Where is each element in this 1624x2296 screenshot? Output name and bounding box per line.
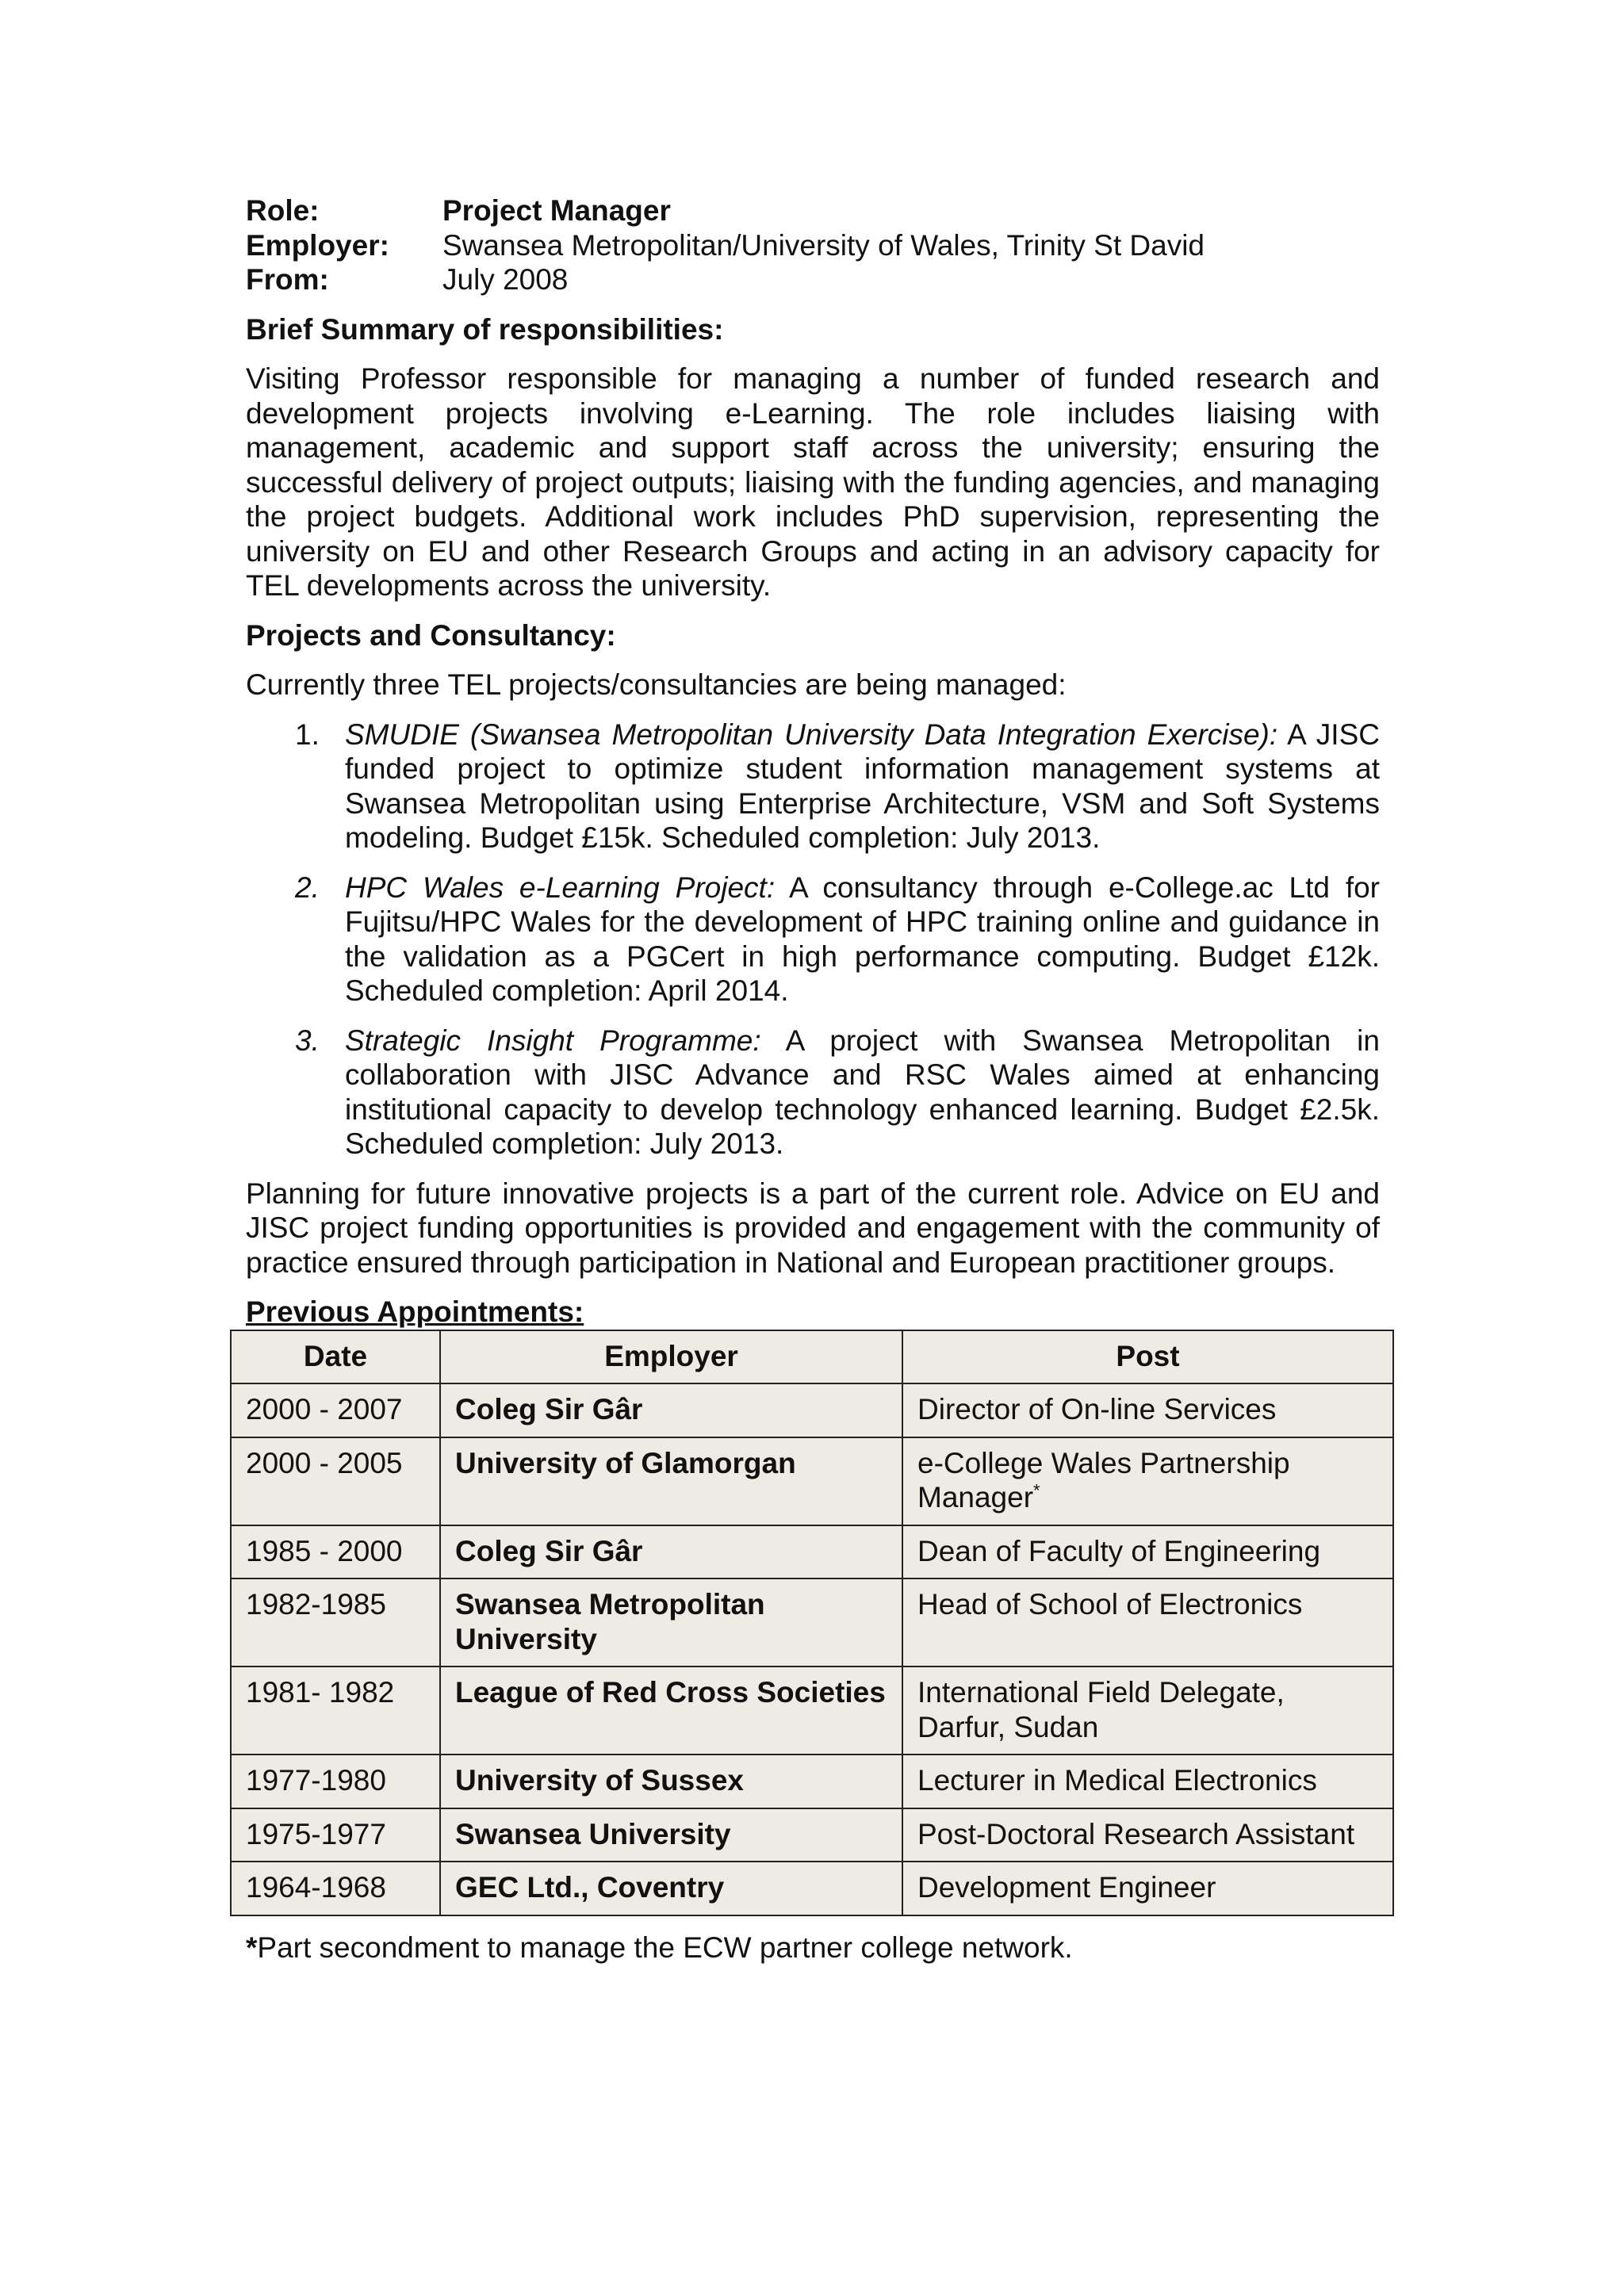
table-row <box>231 1383 1393 1437</box>
cell-post: Post-Doctoral Research Assistant <box>902 1808 1393 1862</box>
projects-intro: Currently three TEL projects/consultancies are being managed: <box>246 668 1067 701</box>
cell-employer: Coleg Sir Gâr <box>440 1383 902 1437</box>
cell-date: 1964-1968 <box>231 1862 440 1915</box>
project-number: 2. <box>295 871 320 904</box>
cell-date: 1975-1977 <box>231 1808 440 1862</box>
cell-date: 1982-1985 <box>231 1578 440 1667</box>
project-body <box>345 1024 1380 1161</box>
cell-date: 2000 - 2005 <box>231 1437 440 1525</box>
projects-closing: Planning for future innovative projects is a part of the current role. Advice on EU and JISC project funding opportunities is provided and engagement with the community of practice ensured through participation in National and European practitioner groups. <box>246 1177 1380 1279</box>
project-title: Strategic Insight Programme: <box>345 1024 761 1057</box>
project-body <box>345 718 1380 855</box>
table-header-row <box>231 1330 1393 1384</box>
project-title: SMUDIE (Swansea Metropolitan University Data Integration Exercise): <box>345 718 1278 751</box>
footnote-star: * <box>246 1931 258 1964</box>
table-row <box>231 1755 1393 1808</box>
footnote-text: Part secondment to manage the ECW partner college network. <box>257 1931 1073 1964</box>
role-value: Project Manager <box>442 194 671 227</box>
cv-page <box>246 193 1380 1965</box>
cell-employer: University of Sussex <box>440 1755 902 1808</box>
cell-date: 1981- 1982 <box>231 1667 440 1755</box>
table-row <box>231 1578 1393 1667</box>
table-row <box>231 1437 1393 1525</box>
post-text: e-College Wales Partnership Manager <box>917 1446 1290 1513</box>
table-row <box>231 1808 1393 1862</box>
cell-employer: University of Glamorgan <box>440 1437 902 1525</box>
cell-employer: Swansea University <box>440 1808 902 1862</box>
role-row <box>246 193 1380 228</box>
cell-employer: League of Red Cross Societies <box>440 1667 902 1755</box>
column-header-post: Post <box>902 1330 1393 1384</box>
cell-employer: Coleg Sir Gâr <box>440 1525 902 1579</box>
table-row <box>231 1525 1393 1579</box>
project-list <box>246 718 1380 1161</box>
project-body <box>345 871 1380 1008</box>
project-description: A project with Swansea Metropolitan in collaboration with JISC Advance and RSC Wales aimed at enhancing institutional capacity to develop technology enhanced learning. Budget £2.5k. Scheduled completion: July 2013. <box>345 1024 1380 1160</box>
employer-row <box>246 228 1380 263</box>
table-row <box>231 1862 1393 1915</box>
from-value: July 2008 <box>442 263 569 296</box>
role-label: Role: <box>246 194 320 227</box>
project-description: A consultancy through e-College.ac Ltd for Fujitsu/HPC Wales for the development of HPC training online and guidance in the validation as a PGCert in high performance computing. Budget £12k. Scheduled completion: April 2014. <box>345 871 1380 1007</box>
cell-employer: Swansea Metropolitan University <box>440 1578 902 1667</box>
cell-post: Dean of Faculty of Engineering <box>902 1525 1393 1579</box>
project-title: HPC Wales e-Learning Project: <box>345 871 776 904</box>
project-number: 3. <box>295 1024 320 1057</box>
list-item <box>246 718 1380 855</box>
cell-post: International Field Delegate, Darfur, Sudan <box>902 1667 1393 1755</box>
from-row <box>246 262 1380 297</box>
summary-heading: Brief Summary of responsibilities: <box>246 312 724 346</box>
projects-heading: Projects and Consultancy: <box>246 618 616 652</box>
cell-post: Development Engineer <box>902 1862 1393 1915</box>
project-number: 1. <box>295 718 320 751</box>
appointments-table <box>230 1330 1394 1916</box>
list-item <box>246 1024 1380 1161</box>
cell-post: Head of School of Electronics <box>902 1578 1393 1667</box>
cell-date: 1985 - 2000 <box>231 1525 440 1579</box>
footnote <box>246 1931 1380 1965</box>
cell-employer: GEC Ltd., Coventry <box>440 1862 902 1915</box>
employer-label: Employer: <box>246 228 389 262</box>
previous-appointments-heading: Previous Appointments: <box>246 1295 584 1328</box>
cell-date: 2000 - 2007 <box>231 1383 440 1437</box>
list-item <box>246 871 1380 1008</box>
cell-date: 1977-1980 <box>231 1755 440 1808</box>
column-header-employer: Employer <box>440 1330 902 1384</box>
from-label: From: <box>246 263 329 296</box>
column-header-date: Date <box>231 1330 440 1384</box>
summary-text: Visiting Professor responsible for managing a number of funded research and development projects involving e-Learning. The role includes liaising with management, academic and support staff across the university; ensuring the successful delivery of project outputs; liaising with the funding agencies, and managing the project budgets. Additional work includes PhD supervision, representing the university on EU and other Research Groups and acting in an advisory capacity for TEL developments across the university. <box>246 362 1380 602</box>
cell-post: Director of On-line Services <box>902 1383 1393 1437</box>
cell-post <box>902 1437 1393 1525</box>
table-row <box>231 1667 1393 1755</box>
employer-value: Swansea Metropolitan/University of Wales, Trinity St David <box>442 228 1205 262</box>
project-description: A JISC funded project to optimize student information management systems at Swansea Metropolitan using Enterprise Architecture, VSM and Soft Systems modeling. Budget £15k. Scheduled completion: July 2013. <box>345 718 1380 854</box>
footnote-marker: * <box>1033 1480 1040 1501</box>
cell-post: Lecturer in Medical Electronics <box>902 1755 1393 1808</box>
